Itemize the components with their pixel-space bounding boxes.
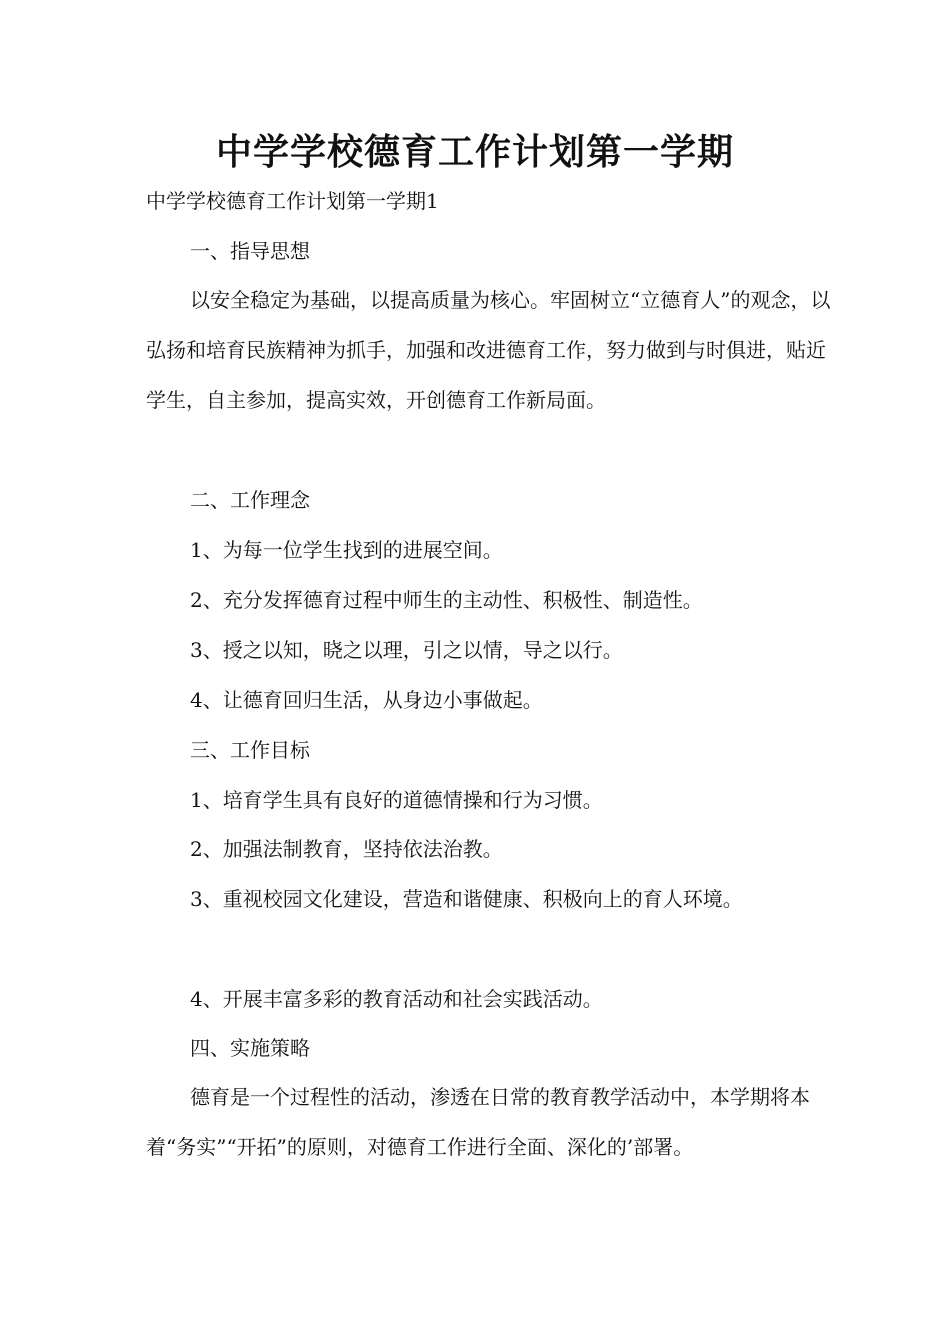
list-item: 3、重视校园文化建设，营造和谐健康、积极向上的育人环境。 — [190, 887, 743, 911]
list-item: 1、培育学生具有良好的道德情操和行为习惯。 — [190, 788, 603, 812]
list-item: 1、为每一位学生找到的进展空间。 — [190, 538, 503, 562]
document-title: 中学学校德育工作计划第一学期 — [215, 132, 734, 173]
list-item: 2、充分发挥德育过程中师生的主动性、积极性、制造性。 — [190, 588, 703, 612]
list-item: 3、授之以知，晓之以理，引之以情，导之以行。 — [190, 638, 623, 662]
section-paragraph-implementation-strategy: 德育是一个过程性的活动，渗透在日常的教育教学活动中，本学期将本着“务实”“开拓”的原则，对德育工作进行全面、深化的’部署。 — [146, 1085, 810, 1159]
list-item: 2、加强法制教育，坚持依法治教。 — [190, 837, 503, 861]
section-heading-work-goals: 三、工作目标 — [190, 738, 310, 762]
section-heading-work-philosophy: 二、工作理念 — [190, 488, 310, 512]
document-subtitle: 中学学校德育工作计划第一学期1 — [146, 189, 439, 213]
list-item: 4、让德育回归生活，从身边小事做起。 — [190, 688, 543, 712]
section-paragraph-guiding-thought: 以安全稳定为基础，以提高质量为核心。牢固树立“立德育人”的观念，以弘扬和培育民族精神为抓手，加强和改进德育工作，努力做到与时俱进，贴近学生，自主参加，提高实效，开创德育工作新局面。 — [146, 288, 831, 412]
section-heading-guiding-thought: 一、指导思想 — [190, 239, 310, 263]
list-item: 4、开展丰富多彩的教育活动和社会实践活动。 — [190, 987, 603, 1011]
section-heading-implementation-strategy: 四、实施策略 — [190, 1036, 310, 1060]
